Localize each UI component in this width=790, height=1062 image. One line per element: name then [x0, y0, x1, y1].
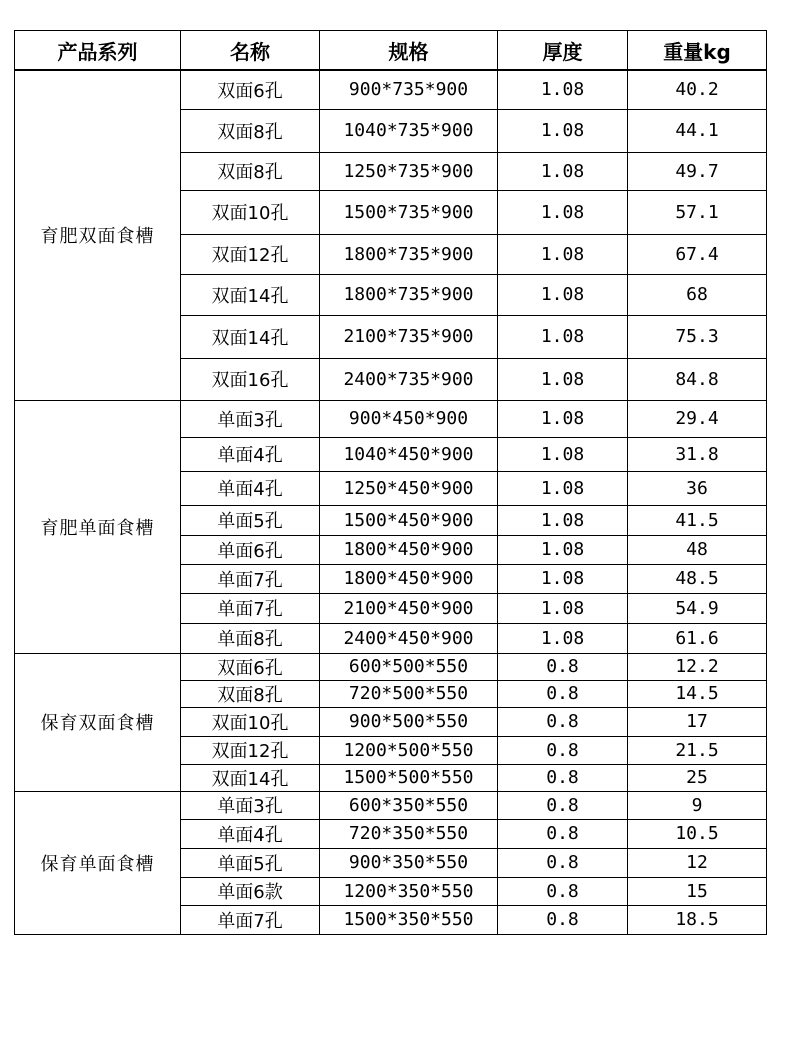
- spec-cell: 900*500*550: [320, 707, 498, 736]
- name-cell: 单面7孔: [181, 905, 320, 934]
- thickness-cell: 1.08: [498, 471, 628, 505]
- weight-cell: 49.7: [628, 152, 767, 190]
- weight-cell: 14.5: [628, 680, 767, 707]
- weight-cell: 48.5: [628, 564, 767, 593]
- thickness-cell: 0.8: [498, 707, 628, 736]
- spec-cell: 2100*735*900: [320, 315, 498, 358]
- thickness-cell: 1.08: [498, 505, 628, 535]
- spec-cell: 2400*450*900: [320, 623, 498, 653]
- thickness-cell: 1.08: [498, 437, 628, 471]
- name-cell: 双面12孔: [181, 736, 320, 764]
- weight-cell: 75.3: [628, 315, 767, 358]
- weight-cell: 10.5: [628, 819, 767, 848]
- spec-cell: 2100*450*900: [320, 593, 498, 623]
- thickness-cell: 1.08: [498, 234, 628, 274]
- name-cell: 单面7孔: [181, 564, 320, 593]
- thickness-cell: 1.08: [498, 358, 628, 400]
- name-cell: 双面8孔: [181, 152, 320, 190]
- name-cell: 双面14孔: [181, 274, 320, 315]
- spec-cell: 1250*735*900: [320, 152, 498, 190]
- table-row: [15, 400, 767, 437]
- thickness-cell: 1.08: [498, 315, 628, 358]
- name-cell: 双面12孔: [181, 234, 320, 274]
- series-cell: 保育双面食槽: [15, 653, 181, 791]
- thickness-cell: 1.08: [498, 535, 628, 564]
- spec-cell: 1250*450*900: [320, 471, 498, 505]
- weight-cell: 15: [628, 877, 767, 905]
- thickness-cell: 1.08: [498, 190, 628, 234]
- thickness-cell: 0.8: [498, 736, 628, 764]
- series-cell: 育肥双面食槽: [15, 70, 181, 400]
- thickness-cell: 1.08: [498, 109, 628, 152]
- spec-cell: 600*350*550: [320, 791, 498, 819]
- spec-cell: 1200*500*550: [320, 736, 498, 764]
- weight-cell: 68: [628, 274, 767, 315]
- name-cell: 单面7孔: [181, 593, 320, 623]
- weight-cell: 9: [628, 791, 767, 819]
- thickness-cell: 0.8: [498, 764, 628, 791]
- header-weight: 重量kg: [628, 31, 767, 71]
- name-cell: 单面6款: [181, 877, 320, 905]
- spec-cell: 1040*735*900: [320, 109, 498, 152]
- thickness-cell: 0.8: [498, 905, 628, 934]
- spec-cell: 1500*735*900: [320, 190, 498, 234]
- series-cell: 保育单面食槽: [15, 791, 181, 934]
- spec-cell: 1800*450*900: [320, 535, 498, 564]
- table-row: [15, 70, 767, 109]
- header-series: 产品系列: [15, 31, 181, 71]
- weight-cell: 84.8: [628, 358, 767, 400]
- spec-cell: 900*735*900: [320, 70, 498, 109]
- name-cell: 单面4孔: [181, 819, 320, 848]
- thickness-cell: 0.8: [498, 877, 628, 905]
- name-cell: 双面10孔: [181, 190, 320, 234]
- header-row: [15, 31, 767, 71]
- thickness-cell: 1.08: [498, 593, 628, 623]
- table-body: [15, 70, 767, 934]
- thickness-cell: 0.8: [498, 819, 628, 848]
- spec-cell: 1500*500*550: [320, 764, 498, 791]
- weight-cell: 18.5: [628, 905, 767, 934]
- spec-cell: 2400*735*900: [320, 358, 498, 400]
- thickness-cell: 1.08: [498, 152, 628, 190]
- name-cell: 双面6孔: [181, 70, 320, 109]
- weight-cell: 17: [628, 707, 767, 736]
- thickness-cell: 1.08: [498, 274, 628, 315]
- spec-cell: 720*350*550: [320, 819, 498, 848]
- name-cell: 双面14孔: [181, 315, 320, 358]
- thickness-cell: 0.8: [498, 848, 628, 877]
- weight-cell: 31.8: [628, 437, 767, 471]
- thickness-cell: 1.08: [498, 623, 628, 653]
- name-cell: 单面5孔: [181, 848, 320, 877]
- spec-cell: 1500*450*900: [320, 505, 498, 535]
- spec-cell: 600*500*550: [320, 653, 498, 680]
- header-name: 名称: [181, 31, 320, 71]
- weight-cell: 12: [628, 848, 767, 877]
- spec-cell: 1200*350*550: [320, 877, 498, 905]
- table-row: [15, 653, 767, 680]
- weight-cell: 41.5: [628, 505, 767, 535]
- name-cell: 单面4孔: [181, 437, 320, 471]
- weight-cell: 36: [628, 471, 767, 505]
- weight-cell: 40.2: [628, 70, 767, 109]
- name-cell: 单面4孔: [181, 471, 320, 505]
- name-cell: 单面6孔: [181, 535, 320, 564]
- thickness-cell: 1.08: [498, 70, 628, 109]
- weight-cell: 61.6: [628, 623, 767, 653]
- weight-cell: 48: [628, 535, 767, 564]
- spec-cell: 1800*735*900: [320, 234, 498, 274]
- spec-cell: 900*350*550: [320, 848, 498, 877]
- thickness-cell: 1.08: [498, 564, 628, 593]
- header-thickness: 厚度: [498, 31, 628, 71]
- thickness-cell: 0.8: [498, 653, 628, 680]
- name-cell: 双面10孔: [181, 707, 320, 736]
- name-cell: 双面8孔: [181, 109, 320, 152]
- name-cell: 双面6孔: [181, 653, 320, 680]
- weight-cell: 21.5: [628, 736, 767, 764]
- weight-cell: 44.1: [628, 109, 767, 152]
- name-cell: 双面8孔: [181, 680, 320, 707]
- thickness-cell: 0.8: [498, 680, 628, 707]
- weight-cell: 54.9: [628, 593, 767, 623]
- spec-cell: 1800*450*900: [320, 564, 498, 593]
- spec-table: [14, 30, 767, 935]
- name-cell: 双面14孔: [181, 764, 320, 791]
- spec-cell: 1040*450*900: [320, 437, 498, 471]
- spec-cell: 900*450*900: [320, 400, 498, 437]
- table-row: [15, 791, 767, 819]
- name-cell: 单面8孔: [181, 623, 320, 653]
- series-cell: 育肥单面食槽: [15, 400, 181, 653]
- spec-cell: 720*500*550: [320, 680, 498, 707]
- spec-cell: 1500*350*550: [320, 905, 498, 934]
- thickness-cell: 1.08: [498, 400, 628, 437]
- weight-cell: 12.2: [628, 653, 767, 680]
- weight-cell: 25: [628, 764, 767, 791]
- weight-cell: 57.1: [628, 190, 767, 234]
- weight-cell: 29.4: [628, 400, 767, 437]
- name-cell: 单面3孔: [181, 400, 320, 437]
- name-cell: 单面5孔: [181, 505, 320, 535]
- name-cell: 双面16孔: [181, 358, 320, 400]
- name-cell: 单面3孔: [181, 791, 320, 819]
- weight-cell: 67.4: [628, 234, 767, 274]
- spec-cell: 1800*735*900: [320, 274, 498, 315]
- header-spec: 规格: [320, 31, 498, 71]
- thickness-cell: 0.8: [498, 791, 628, 819]
